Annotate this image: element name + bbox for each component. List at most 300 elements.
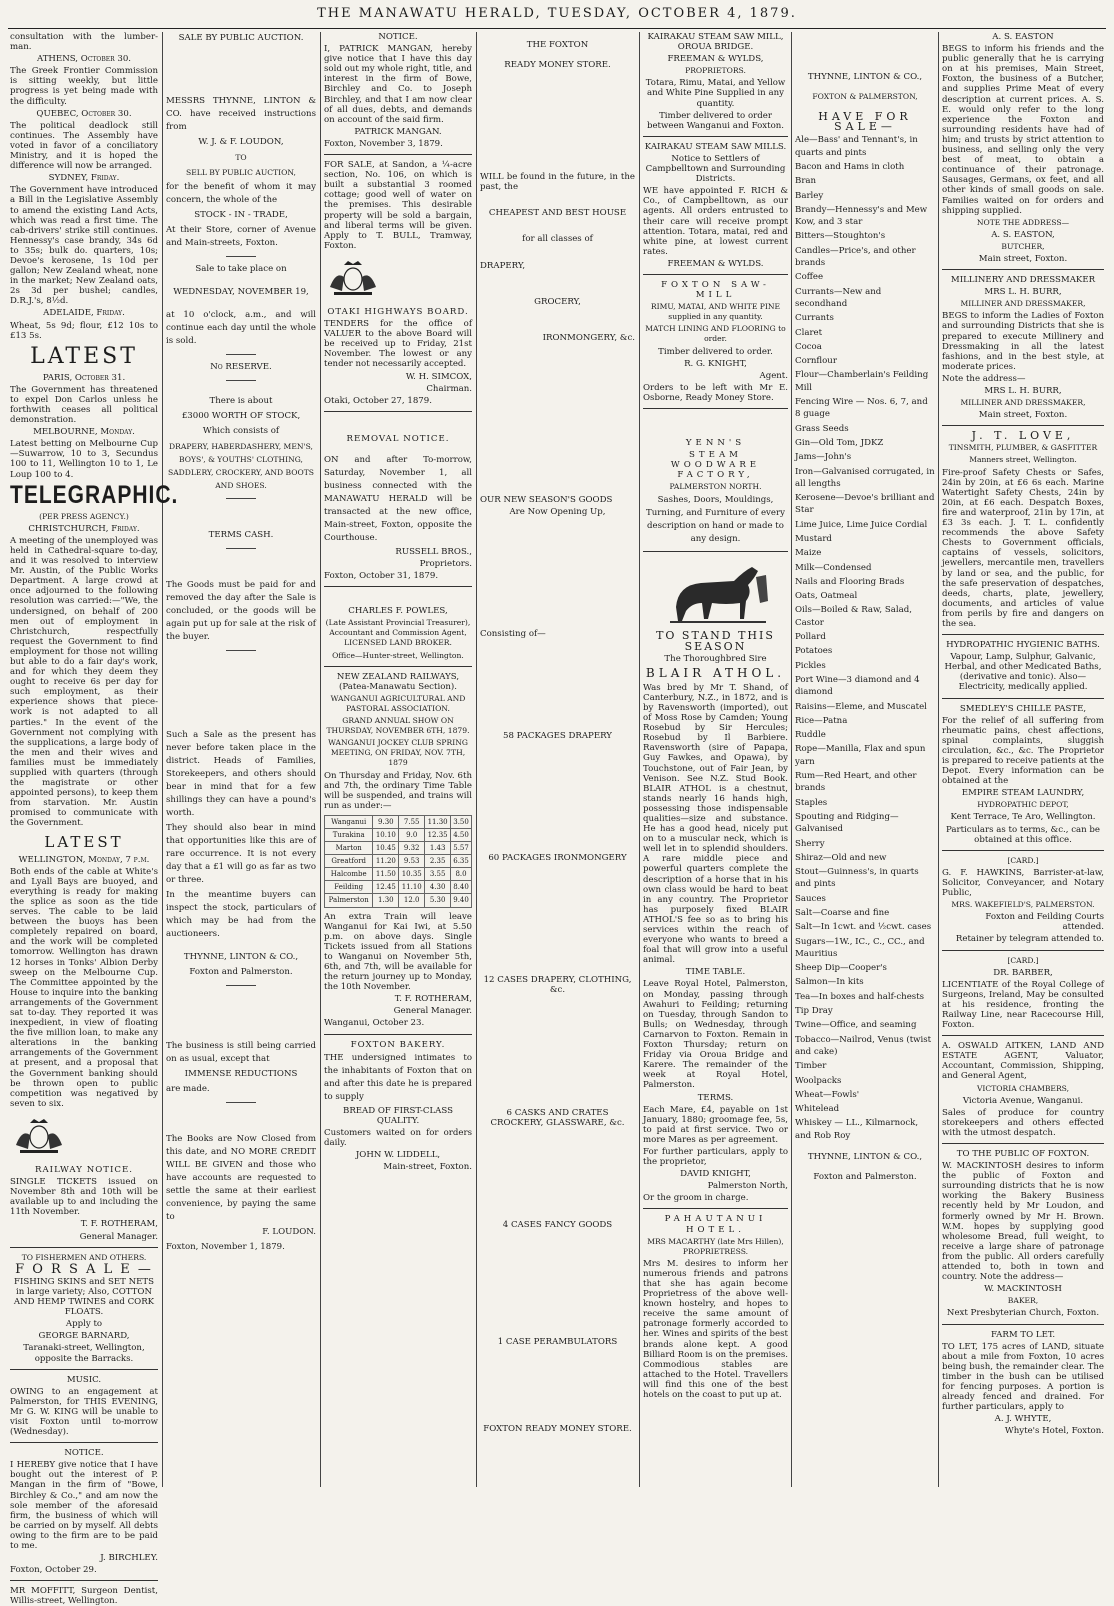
time-cell: 6.35 <box>451 855 472 868</box>
column-divider <box>320 32 321 1487</box>
time-cell: 12.0 <box>399 894 425 907</box>
text: BREAD OF FIRST-CLASS QUALITY. <box>343 1105 453 1126</box>
text: Are Now Opening Up, <box>509 506 606 517</box>
text: WANGANUI AGRICULTURAL AND PASTORAL ASSOCIATION. <box>330 693 466 713</box>
text: There is about <box>209 396 273 406</box>
heading: FOXTON SAW-MILL <box>661 279 770 301</box>
text: for all classes of <box>522 234 593 245</box>
dateline: CHRISTCHURCH, Friday. <box>28 523 140 534</box>
text: for the benefit of whom it may concern, the whole of the <box>166 182 316 205</box>
heading: HYDROPATHIC HYGIENIC BATHS. <box>946 640 1100 651</box>
text: TENDERS for the office of VALUER to the above Board will be received up to Friday, 21st November. The lowest or any tender not necessarily accepted. <box>324 319 472 370</box>
text: Main street, Foxton. <box>978 410 1068 421</box>
text: Foxton and Feilding Courts attended. <box>985 912 1104 933</box>
heading: FOXTON BAKERY. <box>350 1039 446 1050</box>
goods-item: Brandy—Hennessy's and Mew Kow, and 3 star <box>795 204 928 228</box>
text: FISHING SKINS and SET NETS in large variety; Also, COTTON AND HEMP TWINES and CORK FLOATS. <box>13 1276 155 1318</box>
text: OUR NEW SEASON'S GOODS <box>480 494 613 505</box>
text: Apply to <box>65 1319 103 1330</box>
text: General Manager. <box>393 1006 472 1017</box>
text: Notice to Settlers of Campbelltown and Surrounding Districts. <box>645 153 786 185</box>
latest-heading: LATEST <box>44 832 124 851</box>
table-row <box>325 842 472 855</box>
goods-item: Timber <box>795 1061 827 1072</box>
text: SINGLE TICKETS issued on November 8th and 10th will be available up to and including the 11th November. <box>10 1177 158 1218</box>
text: Or the groom in charge. <box>643 1193 749 1204</box>
text: The business is still being carried on as usual, except that <box>166 1041 316 1064</box>
text: PROPRIETORS. <box>685 66 746 76</box>
text: Orders to be left with Mr E. Osborne, Ready Money Store. <box>643 382 788 403</box>
text: Customers waited on for orders daily. <box>324 1127 472 1148</box>
goods-item: Currants <box>795 313 834 324</box>
text: Foxton and Palmerston. <box>189 967 293 977</box>
column-7 <box>942 32 1104 1487</box>
signature: J. BIRCHLEY. <box>100 1553 158 1564</box>
text: Sashes, Doors, Mouldings, Turning, and Furniture of every description on hand or made to any design. <box>646 495 785 545</box>
text: TO LET, 175 acres of LAND, situate about a mile from Foxton, 10 acres being bush, the remainder clear. The timber in the bush can be utilised for fencing purposes. A portion is already fenced and drained. For further particulars, apply to <box>942 1341 1104 1413</box>
goods-item: Stout—Guinness's, in quarts and pints <box>795 867 919 890</box>
goods-item: Salt—In 1cwt. and ½cwt. cases <box>795 922 932 933</box>
text: Foxton, November 1, 1879. <box>166 1242 285 1252</box>
goods-item: Ruddle <box>795 730 826 741</box>
text: Such a Sale as the present has never before taken place in the district. Heads of Families, Storekeepers, and others should bear in mind that for a few shillings they can have a pound's worth. <box>166 730 316 818</box>
text: Timber delivered to order between Wanganui and Foxton. <box>646 110 785 131</box>
heading: REMOVAL NOTICE. <box>346 433 450 444</box>
goods-item: Port Wine—3 diamond and 4 diamond <box>795 674 920 698</box>
text: BEGS to inform his friends and the public generally that he is carrying on at his premises, Main Street, Foxton, the business of a Butcher, and supplies Prime Meat of every description at current prices. A. S. E. would only refer to the long experience the Foxton and surrounding residents have had of him; and trusts by strict attention to business, and selling only the very best of meat, to obtain a continuance of their patronage. Sausages, Germans, ox feet, and all other kinds of small goods on sale. Families waited on for orders and shipping supplied. <box>942 44 1104 216</box>
text: (Late Assistant Provincial Treasurer), Accountant and Commission Agent, LICENSED LAND BROKER. <box>325 618 471 648</box>
text: Particulars as to terms, &c., can be obtained at this office. <box>945 824 1101 845</box>
text: Otaki, October 27, 1879. <box>324 395 432 406</box>
text: Totara, Rimu, Matai, and Yellow and White Pine Supplied in any quantity. <box>645 78 786 109</box>
text: HYDROPATHIC DEPOT, <box>977 800 1069 810</box>
heading: SALE BY PUBLIC AUCTION. <box>178 33 304 43</box>
signature: RUSSELL BROS., <box>395 546 472 557</box>
text: THE undersigned intimates to the inhabitants of Foxton that on and after this date he is prepared to supply <box>324 1052 472 1102</box>
text: G. F. HAWKINS, Barrister-at-law, Solicitor, Conveyancer, and Notary Public, <box>942 867 1104 899</box>
table-row <box>325 855 472 868</box>
text: Mrs M. desires to inform her numerous friends and patrons that she has again become Proprietress of the above well-known hostelry, and hopes to receive the same amount of patronage formerly accorded to her. Wines and spirits of the best brands alone kept. A good Billiard Room is on the premises. Commodious stables are attached to the Hotel. Travellers will find this one of the best hotels on the coast to put up at. <box>643 1258 788 1401</box>
text: TINSMITH, PLUMBER, & GASFITTER <box>948 443 1098 453</box>
column-divider <box>639 32 640 1487</box>
text: Office—Hunter-street, Wellington. <box>332 650 464 660</box>
divider <box>10 1369 158 1370</box>
text: GRAND ANNUAL SHOW ON THURSDAY, NOVEMBER 6TH, 1879. <box>326 716 470 736</box>
goods-item: Spouting and Ridging—Galvanised <box>795 811 899 835</box>
text: Sale to take place on <box>195 264 287 274</box>
text: Next Presbyterian Church, Foxton. <box>946 1308 1100 1319</box>
goods-item: Barley <box>795 190 824 201</box>
station-cell: Halcombe <box>325 868 373 881</box>
signature: T. F. ROTHERAM, <box>80 1219 158 1230</box>
time-cell: 5.57 <box>451 842 472 855</box>
time-cell: 9.53 <box>399 855 425 868</box>
signature: T. F. ROTHERAM, <box>394 994 472 1005</box>
text: IMMENSE REDUCTIONS <box>184 1069 298 1079</box>
time-cell: 1.30 <box>373 894 399 907</box>
text: ON and after To-morrow, Saturday, November 1, all business connected with the MANAWATU HERALD will be transacted at the new office, Main-street, Foxton, opposite the Courthouse. <box>324 454 472 543</box>
heading: MILLINERY AND DRESSMAKER <box>950 275 1096 286</box>
text: Foxton, October 29. <box>10 1565 97 1576</box>
heading: NEW ZEALAND RAILWAYS, (Patea-Manawatu Section). <box>336 671 460 692</box>
text: at 10 o'clock, a.m., and will continue each day until the whole is sold. <box>166 310 316 346</box>
goods-item: Pickles <box>795 660 826 671</box>
heading: THE FOXTON <box>526 40 589 50</box>
text: W. MACKINTOSH desires to inform the public of Foxton and surrounding districts that he is now working the Bakery Business recently held by Mr Loudon, and formerly owned by Mr H. Brown. W.M. hopes by supplying good wholesome Bread, full weight, to receive a large share of patronage from the public. All orders carefully attended to, both in town and country. Note the address— <box>942 1161 1104 1283</box>
text: MILLINER AND DRESSMAKER, <box>960 398 1086 408</box>
text: MR MOFFITT, Surgeon Dentist, Willis-street, Wellington. <box>10 1586 158 1606</box>
heading: NOTICE. <box>378 32 418 42</box>
column-divider <box>938 32 939 1487</box>
heading: KAIRAKAU STEAM SAW MILL, OROUA BRIDGE. <box>647 32 784 53</box>
goods-item: Salt—Coarse and fine <box>795 908 890 918</box>
text: Foxton, October 31, 1879. <box>324 571 439 582</box>
name: CHARLES F. POWLES, <box>348 606 448 617</box>
heading: TIME TABLE. <box>685 967 746 978</box>
time-cell: 9.0 <box>399 828 425 841</box>
text: TO <box>235 153 247 162</box>
heading: YENN'S <box>685 438 746 448</box>
table-row <box>325 881 472 894</box>
text: RIMU, MATAI, AND WHITE PINE supplied in any quantity. <box>650 302 781 322</box>
station-cell: Palmerston <box>325 894 373 907</box>
goods-item: Rum—Red Heart, and other brands <box>795 771 917 794</box>
text: [CARD.] <box>1007 955 1039 965</box>
column-divider <box>791 32 792 1487</box>
text: Wheat, 5s 9d; flour, £12 10s to £13 5s. <box>10 320 158 341</box>
dateline: ADELAIDE, Friday. <box>43 308 125 319</box>
goods-item: Ale—Bass' and Tennant's, in quarts and pints <box>795 135 918 158</box>
text: STOCK - IN - TRADE, <box>194 210 288 220</box>
text: FOXTON & PALMERSTON, <box>812 92 918 102</box>
table-row <box>325 894 472 907</box>
heading: FARM TO LET. <box>990 1329 1056 1340</box>
masthead-rule <box>8 28 1106 29</box>
list-item: 1 CASE PERAMBULATORS <box>497 1336 618 1347</box>
text: VICTORIA CHAMBERS, <box>976 1083 1070 1093</box>
text: MATCH LINING AND FLOORING to order. <box>645 324 786 344</box>
text: I, PATRICK MANGAN, hereby give notice that I have this day sold out my whole right, title, and interest in the firm of Bowe, Birchley and Co. to Joseph Birchley, and that I am now clear of all dues, debts, and demands on account of the said firm. <box>324 44 472 125</box>
time-cell: 9.30 <box>373 815 399 828</box>
time-cell: 9.32 <box>399 842 425 855</box>
goods-item: Claret <box>795 327 823 338</box>
divider <box>10 1247 158 1248</box>
time-cell: 3.55 <box>425 868 451 881</box>
goods-item: Potatoes <box>795 646 833 657</box>
text: Foxton, November 3, 1879. <box>324 138 443 149</box>
goods-item: Jams—John's <box>795 452 852 463</box>
heading: THYNNE, LINTON & CO., <box>807 72 923 82</box>
text: Leave Royal Hotel, Palmerston, on Monday, passing through Awahuri to Feilding; returning on Tuesday, through Sandon to Bulls; on Wednesday, through Carnarvon to Foxton. Remain in Foxton Thursday; return on Friday via Oroua Bridge and Karere. The remainder of the week at Royal Hotel, Palmerston. <box>643 979 788 1091</box>
text: General Manager. <box>79 1231 158 1242</box>
heading: OTAKI HIGHWAYS BOARD. <box>327 306 469 317</box>
goods-item: Sauces <box>795 893 826 904</box>
goods-item: Lime Juice, Lime Juice Cordial <box>795 519 928 530</box>
column-1 <box>10 32 179 1606</box>
text: CHEAPEST AND BEST HOUSE <box>488 208 627 219</box>
signature: DAVID KNIGHT, <box>680 1169 751 1180</box>
footer: FOXTON READY MONEY STORE. <box>483 1423 632 1434</box>
time-cell: 5.30 <box>425 894 451 907</box>
time-cell: 8.40 <box>451 881 472 894</box>
text: consultation with the lumber-man. <box>10 32 158 53</box>
text: WE have appointed F. RICH & Co., of Campbelltown, as our agents. All orders entrusted to their care will receive prompt attention. Totara, matai, red and white pine, at lowest current rates. <box>643 186 788 257</box>
dateline: QUEBEC, October 30. <box>36 108 132 119</box>
goods-item: Raisins—Eleme, and Muscatel <box>795 701 927 712</box>
heading: J. T. LOVE, <box>971 429 1075 443</box>
text: Main street, Foxton. <box>978 253 1068 264</box>
text: The Government has threatened to expel Don Carlos unless he forthwith ceases all political demonstration. <box>10 384 158 426</box>
train-timetable <box>324 815 472 908</box>
goods-item: Mustard <box>795 533 832 544</box>
time-cell: 11.10 <box>399 881 425 894</box>
text: Which consists of <box>202 426 280 436</box>
royal-crest-icon <box>10 1115 68 1155</box>
masthead: THE MANAWATU HERALD, TUESDAY, OCTOBER 4, 1879. <box>317 6 797 21</box>
text: They should also bear in mind that opportunities like this are of rare occurrence. It is not every day that a £1 will go as far as two or three. <box>166 823 316 885</box>
goods-item: Sugars—1W., IC., C., CC., and Mauritius <box>795 936 925 959</box>
goods-item: Kerosene—Devoe's brilliant and Star <box>795 493 935 516</box>
text: are made. <box>166 1084 210 1094</box>
text: WANGANUI JOCKEY CLUB SPRING MEETING, ON FRIDAY, NOV. 7TH, 1879 <box>328 738 468 768</box>
goods-item: Staples <box>795 797 828 808</box>
name: THYNNE, LINTON & CO., <box>183 952 299 962</box>
goods-item: Salmon—In kits <box>795 977 864 988</box>
goods-item: Twine—Office, and seaming <box>795 1020 917 1031</box>
telegraphic-heading: TELEGRAPHIC. <box>10 481 179 509</box>
time-cell: 10.10 <box>373 828 399 841</box>
list-item: 6 CASKS AND CRATES CROCKERY, GLASSWARE, &c. <box>490 1107 625 1128</box>
goods-item: Milk—Condensed <box>795 562 872 573</box>
text: Both ends of the cable at White's and Lyall Bays are buoyed, and everything is ready for making the splice as soon as the tide serves. The cable to be laid between the buoys has been completely repaired on board, and the work will be completed tomorrow. Wellington has drawn 12 horses in Tonks' Albion Derby sweep on the Melbourne Cup. The Committee appointed by the House to inquire into the banking arrangements of the Government sat to-day. They reported it was inexpedient, in view of floating the five million loan, to make any alterations in the banking arrangements of the Government at present, and a proposal that the Government banking should be thrown open to public competition was negatived by seven to six. <box>10 866 158 1109</box>
heading: KAIRAKAU STEAM SAW MILLS. <box>644 141 787 152</box>
horse-illustration-icon <box>656 557 776 627</box>
text: Note the address— <box>942 373 1026 384</box>
text: OWING to an engagement at Palmerston, for THIS EVENING, Mr G. W. KING will be unable to visit Foxton until to-morrow (Wednesday). <box>10 1386 158 1438</box>
text: At their Store, corner of Avenue and Main-streets, Foxton. <box>166 225 316 248</box>
name: DR. BARBER, <box>993 967 1053 978</box>
signature: W. MACKINTOSH <box>984 1284 1062 1295</box>
signature: MRS L. H. BURR, <box>984 386 1062 396</box>
dateline: MELBOURNE, Monday. <box>33 427 135 438</box>
column-5 <box>643 32 788 1487</box>
goods-item: Shiraz—Old and new <box>795 852 887 863</box>
signature: PATRICK MANGAN. <box>354 126 442 137</box>
text: Agent. <box>759 370 788 381</box>
list-item: 4 CASES FANCY GOODS <box>502 1219 613 1230</box>
heading: HAVE FOR SALE— <box>818 110 912 134</box>
text: An extra Train will leave Wanganui for Kai Iwi, at 5.50 p.m. on above days. Single Tickets issued from all Stations to Wanganui on November 5th, 6th, and 7th, will be available for the return journey up to Monday, the 10th November. <box>324 911 472 993</box>
goods-item: Pollard <box>795 632 826 643</box>
table-row <box>325 815 472 828</box>
time-cell: 8.0 <box>451 868 472 881</box>
text: Fire-proof Safety Chests or Safes, 24in by 20in, at £6 6s each. Marine Watertight Safety Chests, 24in by 20in, at £6 each. Despatch Boxes, fire and waterproof, 21in by 17in, at £3 3s each. J. T. L. confidently recommends the above Safety Chests to Government officials, captains of vessels, solicitors, jewellers, mercantile men, travellers by land or sea, and the public, for the safe preservation of despatches, deeds, charts, plate, jewellery, documents, and articles of value from perils by fire and dangers on the sea. <box>942 467 1104 629</box>
goods-item: Woolpacks <box>795 1075 842 1086</box>
goods-item: Oils—Boiled & Raw, Salad, Castor <box>795 605 912 628</box>
column-divider <box>476 32 477 1487</box>
heading: STEAM WOODWARE FACTORY, <box>670 450 761 481</box>
text: MILLINER AND DRESSMAKER, <box>960 299 1086 309</box>
heading: PAHAUTANUI HOTEL. <box>664 1214 767 1235</box>
text: DRAPERY, HABERDASHERY, MEN'S, BOYS', & YOUTHS' CLOTHING, SADDLERY, CROCKERY, AND BOOTS AND SHOES. <box>168 442 314 490</box>
goods-item: Gin—Old Tom, JDKZ <box>795 437 884 448</box>
text: Each Mare, £4, payable on 1st January, 1880; groomage fee, 5s, to paid at first service. Two or more Mares as per agreement. <box>643 1104 788 1145</box>
text: Taranaki-street, Wellington, opposite the Barracks. <box>23 1343 145 1364</box>
text: MESSRS THYNNE, LINTON & CO. have received instructions from <box>166 96 316 132</box>
text: Retainer by telegram attended to. <box>955 934 1104 945</box>
heading: MUSIC. <box>66 1374 102 1385</box>
text: The Books are Now Closed from this date, and NO MORE CREDIT WILL BE GIVEN and those who have accounts are requested to settle the same at their earliest convenience, by paying the same to <box>166 1134 316 1222</box>
divider <box>10 1442 158 1443</box>
goods-item: Bran <box>795 176 817 187</box>
text: SELL BY PUBLIC AUCTION, <box>186 168 296 177</box>
goods-item: Oats, Oatmeal <box>795 591 858 602</box>
goods-item: Tip Dray <box>795 1006 833 1017</box>
column-6 <box>795 32 935 1487</box>
dateline: ATHENS, October 30. <box>36 54 132 65</box>
station-cell: Marton <box>325 842 373 855</box>
heading: SMEDLEY'S CHILLE PASTE, <box>959 703 1087 714</box>
heading: A. S. EASTON <box>992 32 1054 42</box>
text: NOTE THE ADDRESS— <box>976 217 1070 227</box>
text: Timber delivered to order. <box>658 346 773 357</box>
time-cell: 12.35 <box>425 828 451 841</box>
text: MRS. WAKEFIELD'S, PALMERSTON. <box>951 900 1095 910</box>
time-cell: 4.50 <box>451 828 472 841</box>
text: Sales of produce for country storekeepers and others effected with the utmost despatch. <box>942 1107 1104 1138</box>
text: Victoria Avenue, Wanganui. <box>962 1095 1084 1106</box>
heading: READY MONEY STORE. <box>504 60 611 71</box>
signature: A. J. WHYTE, <box>994 1414 1052 1425</box>
text: Was bred by Mr T. Shand, of Canterbury, N.Z., in 1872, and is by Ravensworth (imported), out of Moss Rose by Camden; Young Rosebud by Sir Hercules; Rosebud by Il Barbiere. Ravensworth (sire of Papapa, Guy Fawkes, and Opawa), by Touchstone, out of Fair Jean, by Venison. See N.Z. Stud Book. BLAIR ATHOL is a chestnut, stands nearly 16 hands high, possessing those indispensable qualities—size and substance. He has a good head, nicely put on to a muscular neck, which is well let in to splendid shoulders. A rare middle piece and powerful quarters complete the description of a horse that in his own class would be hard to beat in any country. The Proprietor has purposely fixed BLAIR ATHOL'S fee so as to bring his services within the reach of everyone who wants to breed a foal that will grow into a useful animal. <box>643 682 788 966</box>
heading: TO STAND THIS SEASON <box>656 629 775 653</box>
text: WILL be found in the future, in the past, the <box>480 172 635 193</box>
name: FREEMAN & WYLDS, <box>667 54 764 65</box>
text: Vapour, Lamp, Sulphur, Galvanic, Herbal, and other Medicated Baths, (derivative and tonic). Also—Electricity, medically applied. <box>944 652 1102 693</box>
text: A meeting of the unemployed was held in Cathedral-square to-day, and it was resolved to interview Mr. Austin, of the Public Works Department. A large crowd at once adjourned to the following resolution was carried:—"We, the undersigned, on behalf of 200 men out of employment in Christchurch, respectfully request the Government to find employment for those not willing but able to do a fair day's work, and for which they deem they ought to receive 6s per day for such employment, as their experience shows that piece-work is not adapted to all parties." In the event of the Government not complying with the supplications, a large body of the men and their wives and families must be immediately supplied with quarters (through the magistrate or other appointed persons), to keep them from starvation. Mr. Austin promised to communicate with the Government. <box>10 535 158 829</box>
time-cell: 4.30 <box>425 881 451 894</box>
text: The Greek Frontier Commission is sitting weekly, but little progress is yet being made with the difficulty. <box>10 66 158 107</box>
text: MRS MACARTHY (late Mrs Hillen), PROPRIETRESS. <box>647 1236 784 1256</box>
text: For further particulars, apply to the proprietor, <box>643 1146 788 1168</box>
table-row <box>325 868 472 881</box>
time-cell: 10.45 <box>373 842 399 855</box>
text: LICENTIATE of the Royal College of Surgeons, Ireland, May be consulted at his residence, fronting the Railway Line, near Racecourse Hill, Foxton. <box>942 979 1104 1031</box>
column-4 <box>480 32 635 1487</box>
goods-item: Rice—Patna <box>795 715 848 726</box>
heading: F O R S A L E — <box>15 1261 153 1277</box>
text: BAKER, <box>1007 1296 1039 1306</box>
heading: TO THE PUBLIC OF FOXTON. <box>956 1149 1090 1159</box>
station-cell: Turakina <box>325 828 373 841</box>
time-cell: 2.35 <box>425 855 451 868</box>
list-item: 58 PACKAGES DRAPERY <box>503 731 612 742</box>
text: PALMERSTON NORTH. <box>669 482 762 492</box>
goods-item: Fencing Wire — Nos. 6, 7, and 8 guage <box>795 397 928 420</box>
text: DRAPERY, <box>480 260 526 271</box>
text: Proprietors. <box>419 559 472 569</box>
heading: NOTICE. <box>64 1448 104 1459</box>
time-cell: 11.30 <box>425 815 451 828</box>
column-divider <box>162 32 163 1487</box>
goods-list <box>795 134 935 1142</box>
goods-item: Maize <box>795 548 822 559</box>
text: IRONMONGERY, &c. <box>542 332 635 343</box>
divider <box>10 1580 158 1581</box>
time-cell: 11.20 <box>373 855 399 868</box>
sale-date: WEDNESDAY, NOVEMBER 19, <box>173 287 309 297</box>
text: BUTCHER, <box>1001 241 1045 251</box>
text: Palmerston North, <box>707 1181 788 1192</box>
list-item: 12 CASES DRAPERY, CLOTHING, &c. <box>483 975 632 996</box>
latest-heading: LATEST <box>30 343 138 369</box>
signature: FREEMAN & WYLDS. <box>667 258 764 269</box>
text: [CARD.] <box>1007 855 1039 865</box>
text: Foxton and Palmerston. <box>813 1172 917 1183</box>
signature: F. LOUDON. <box>262 1227 316 1237</box>
goods-item: Bacon and Hams in cloth <box>795 161 905 172</box>
station-cell: Greatford <box>325 855 373 868</box>
name: MRS L. H. BURR, <box>984 287 1062 298</box>
goods-item: Flour—Chamberlain's Feilding Mill <box>795 370 929 393</box>
dateline: WELLINGTON, Monday, 7 p.m. <box>18 854 150 865</box>
text: Wanganui, October 23. <box>324 1018 425 1029</box>
signature: W. H. SIMCOX, <box>405 371 472 382</box>
time-cell: 3.50 <box>451 815 472 828</box>
table-row <box>325 828 472 841</box>
list-item: 60 PACKAGES IRONMONGERY <box>488 853 627 864</box>
column-2 <box>166 32 316 1487</box>
time-cell: 7.55 <box>399 815 425 828</box>
horse-name: BLAIR ATHOL. <box>645 665 786 680</box>
text: The Goods must be paid for and removed the day after the Sale is concluded, or the goods will be again put up for sale at the risk of the buyer. <box>166 580 316 642</box>
text: Kent Terrace, Te Aro, Wellington. <box>950 812 1096 823</box>
time-cell: 1.43 <box>425 842 451 855</box>
signature: A. S. EASTON, <box>991 229 1055 240</box>
goods-item: Rope—Manilla, Flax and spun yarn <box>795 744 926 767</box>
text: Manners street, Wellington. <box>969 455 1077 465</box>
goods-item: Iron—Galvanised corrugated, in all lengths <box>795 466 935 489</box>
goods-item: Tea—In boxes and half-chests <box>795 991 925 1002</box>
text: Main-street, Foxton. <box>383 1162 472 1173</box>
goods-item: Bitters—Stoughton's <box>795 231 886 242</box>
text: FOR SALE, at Sandon, a ¼-acre section, No. 106, on which is built a substantial 3 roomed cottage; good well of water on the premises. This desirable property will be sold a bargain, and liberal terms will be given. Apply to T. BULL, Tramway, Foxton. <box>324 160 472 251</box>
text: On Thursday and Friday, Nov. 6th and 7th, the ordinary Time Table will be suspended, and trains will run as under:— <box>324 770 472 811</box>
station-cell: Feilding <box>325 881 373 894</box>
goods-item: Cornflour <box>795 356 837 367</box>
text: GROCERY, <box>534 296 581 307</box>
time-cell: 9.40 <box>451 894 472 907</box>
text: In the meantime buyers can inspect the stock, particulars of which may be had from the auctioneers. <box>166 890 316 939</box>
column-3 <box>324 32 472 1487</box>
goods-item: Coffee <box>795 272 824 283</box>
time-cell: 12.45 <box>373 881 399 894</box>
text: The Government have introduced a Bill in the Legislative Assembly to amend the existing Land Acts, which was read a first time. The cab-drivers' strike still continues. Hennessy's case brandy, 34s 6d to 35s; bulk do. quarters, 10s; Devoe's kerosene, 1s 10d per gallon; New Zealand wheat, none in the market; New Zealand oats, 2s 3d per bushel; candles, D.R.J.'s, 8½d. <box>10 185 158 307</box>
text: Chairman. <box>426 383 472 394</box>
goods-item: Sherry <box>795 838 825 849</box>
goods-item: Tobacco—Nailrod, Venus (twist and cake) <box>795 1034 932 1057</box>
dateline: PARIS, October 31. <box>42 372 126 383</box>
text: The political deadlock still continues. The Assembly have voted in favor of a conciliatory Ministry, and it is hoped the difference will now be arranged. <box>10 120 158 172</box>
signature: R. G. KNIGHT, <box>684 358 747 369</box>
goods-item: Candles—Price's, and other brands <box>795 245 916 269</box>
text: (PER PRESS AGENCY.) <box>39 511 129 521</box>
name: GEORGE BARNARD, <box>38 1331 130 1342</box>
goods-item: Grass Seeds <box>795 423 849 434</box>
station-cell: Wanganui <box>325 815 373 828</box>
text: BEGS to inform the Ladies of Foxton and surrounding Districts that she is prepared to execute Millinery and Dressmaking in all the latest fashions, and in the best style, at moderate prices. <box>942 311 1104 372</box>
heading: TERMS. <box>697 1092 734 1103</box>
